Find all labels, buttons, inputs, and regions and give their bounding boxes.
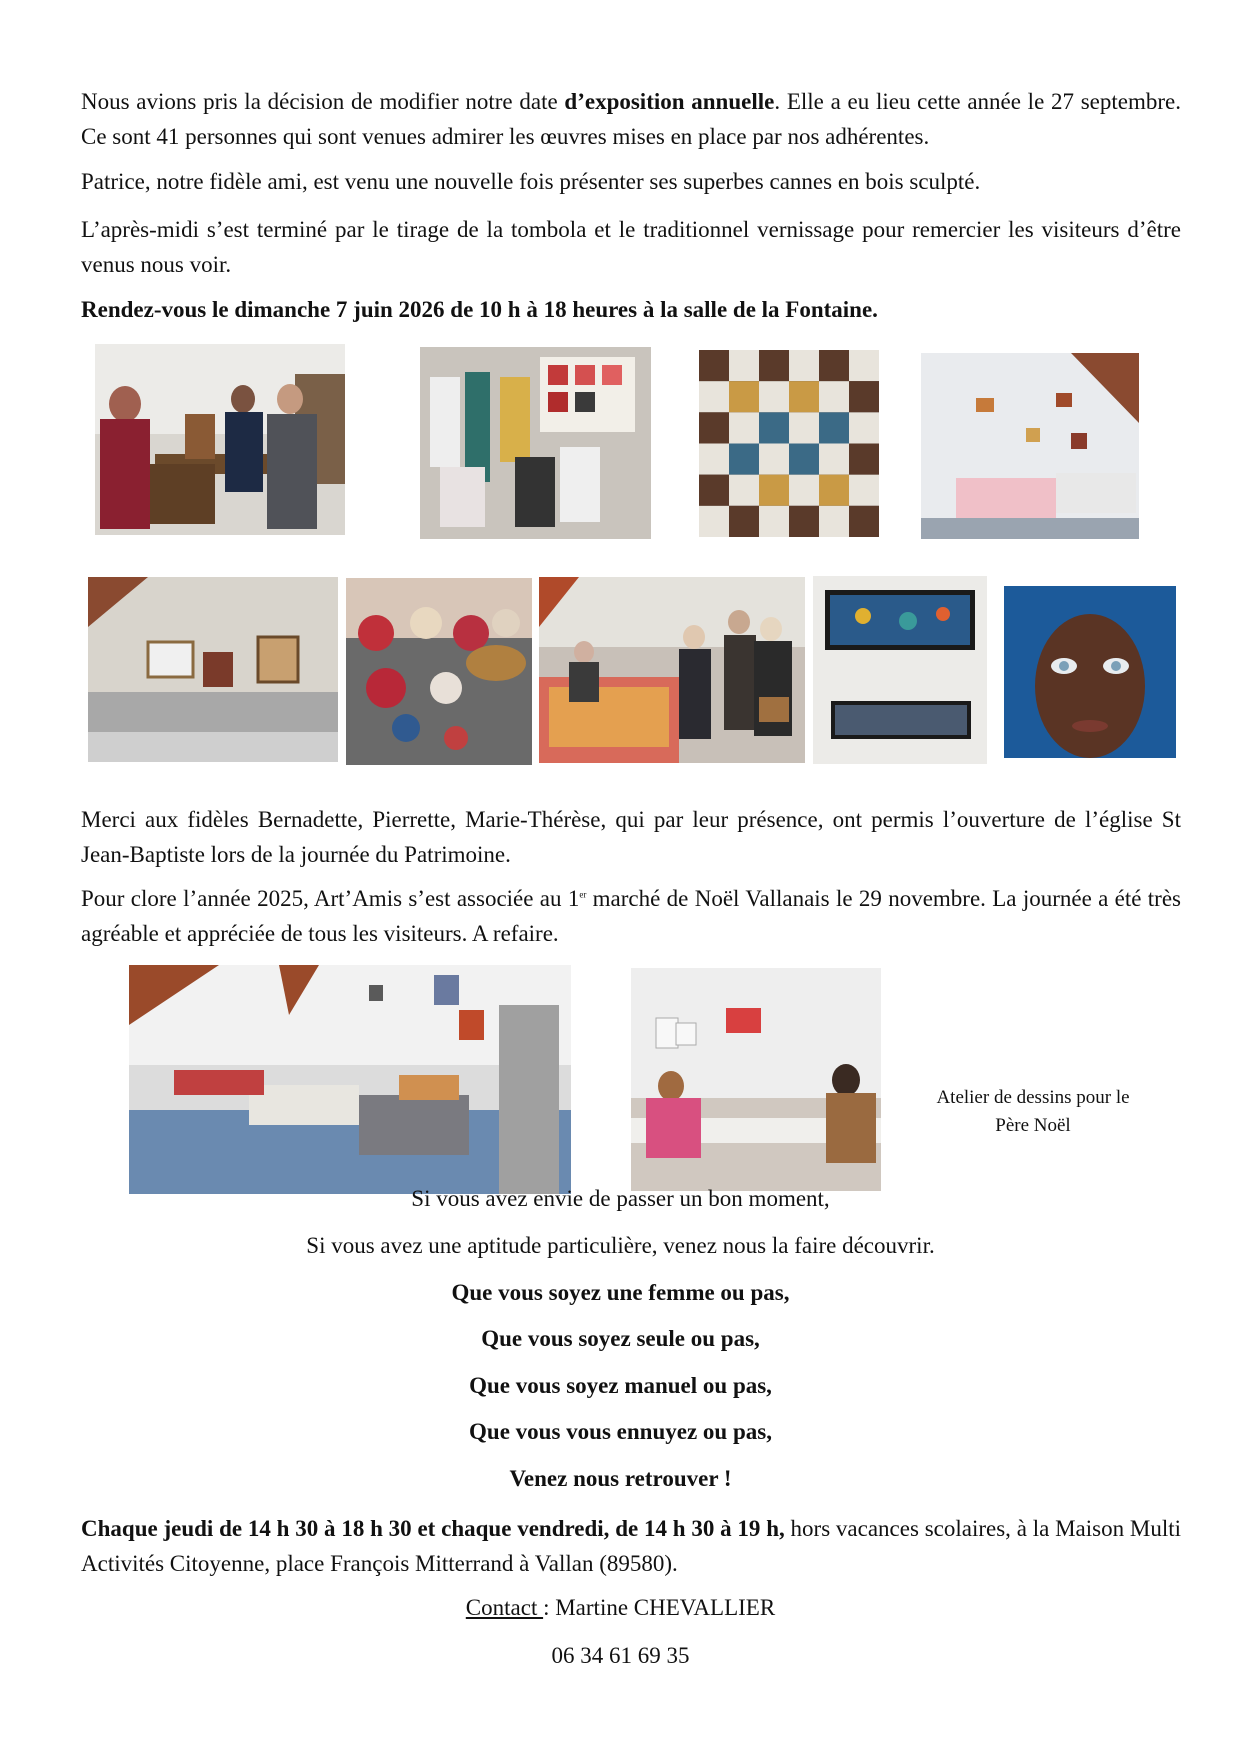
photo-drawing-workshop	[631, 968, 881, 1191]
rendezvous-line: Rendez-vous le dimanche 7 juin 2026 de 10 h à 18 heures à la salle de la Fontaine.	[81, 297, 878, 322]
workshop-caption	[905, 1084, 1161, 1140]
intro-paragraph-1	[81, 84, 1181, 154]
photo-portrait-painting	[1004, 586, 1176, 758]
market-sup: er	[579, 889, 587, 900]
exposition-bold: d’exposition annuelle	[564, 89, 775, 114]
photo-cane-sculptor	[95, 344, 345, 535]
schedule-location: hors vacances scolaires, à la Maison Multi Activités Citoyenne, place François Mitterrand à Vallan (89580).	[81, 1516, 1181, 1576]
invitation-line-6: Que vous vous ennuyez ou pas,	[469, 1419, 772, 1444]
invitation-line-5: Que vous soyez manuel ou pas,	[469, 1373, 772, 1398]
photo-visitors-market	[539, 577, 805, 763]
intro-text: Nous avions pris la décision de modifier notre date	[81, 89, 565, 114]
photo-bags-display	[420, 347, 651, 539]
market-paragraph	[81, 881, 1181, 951]
invitation-line-7: Venez nous retrouver !	[509, 1466, 732, 1491]
contact-line	[0, 1595, 1241, 1621]
thanks-paragraph: Merci aux fidèles Bernadette, Pierrette, Marie-Thérèse, qui par leur présence, ont permis l’ouverture de l’église St Jean-Baptiste lors de la journée du Patrimoine.	[81, 807, 1181, 867]
invitation-line-3: Que vous soyez une femme ou pas,	[451, 1280, 790, 1305]
market-text-end: marché de Noël Vallanais le 29 novembre. La journée a été très agréable et appréciée de tous les visiteurs. A refaire.	[81, 886, 1181, 946]
invitation-line-2: Si vous avez une aptitude particulière, venez nous la faire découvrir.	[306, 1233, 935, 1258]
photo-framed-artworks	[813, 576, 987, 764]
schedule-days: Chaque jeudi de 14 h 30 à 18 h 30 et chaque vendredi, de 14 h 30 à 19 h,	[81, 1516, 785, 1541]
intro-paragraph-3: L’après-midi s’est terminé par le tirage de la tombola et le traditionnel vernissage pour remercier les visiteurs d’être venus nous voir.	[81, 217, 1181, 277]
photo-exhibition-table	[921, 353, 1139, 539]
intro-paragraph-2: Patrice, notre fidèle ami, est venu une nouvelle fois présenter ses superbes cannes en bois sculpté.	[81, 169, 981, 194]
schedule-paragraph	[81, 1511, 1181, 1581]
invitation-line-4: Que vous soyez seule ou pas,	[481, 1326, 760, 1351]
photo-fabric-dolls	[346, 578, 532, 765]
caption-line-1: Atelier de dessins pour le	[936, 1087, 1130, 1108]
contact-label: Contact	[465, 1595, 544, 1620]
invitation-line-1: Si vous avez envie de passer un bon moment,	[411, 1186, 830, 1211]
photo-quilt	[699, 350, 879, 537]
caption-line-2: Père Noël	[995, 1115, 1071, 1136]
market-text: Pour clore l’année 2025, Art’Amis s’est associée au 1	[81, 886, 580, 911]
photo-christmas-market	[129, 965, 571, 1194]
intro-text-end: . Elle a eu lieu cette année le 27 septembre. Ce sont 41 personnes qui sont venues admirer les œuvres mises en place par nos adhérentes.	[81, 89, 1181, 149]
contact-name: : Martine CHEVALLIER	[543, 1595, 776, 1620]
contact-phone: 06 34 61 69 35	[551, 1643, 690, 1668]
photo-paintings-table	[88, 577, 338, 762]
